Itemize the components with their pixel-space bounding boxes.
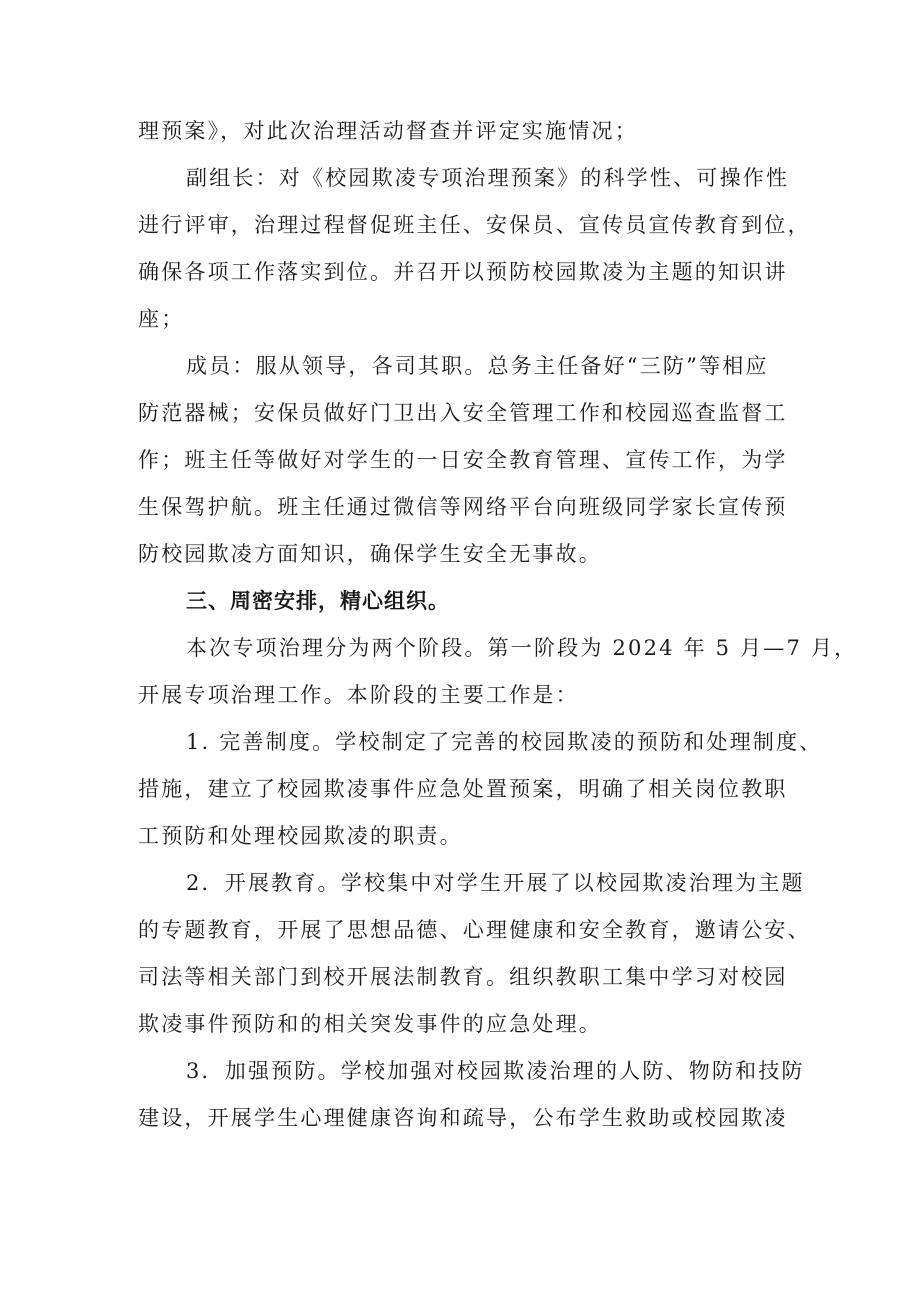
text-line: 3．加强预防。学校加强对校园欺凌治理的人防、物防和技防 [186, 1059, 805, 1083]
text-line: 副组长：对《校园欺凌专项治理预案》的科学性、可操作性 [186, 166, 790, 190]
text-line: 防校园欺凌方面知识，确保学生安全无事故。 [138, 542, 602, 566]
text-line: 成员：服从领导，各司其职。总务主任备好“三防”等相应 [186, 354, 769, 378]
text-line: 措施，建立了校园欺凌事件应急处置预案，明确了相关岗位教职 [138, 777, 788, 801]
text-line: 本次专项治理分为两个阶段。第一阶段为 2024 年 5 月—7 月， [186, 636, 858, 660]
text-line: 生保驾护航。班主任通过微信等网络平台向班级同学家长宣传预 [138, 495, 788, 519]
text-line: 1. 完善制度。学校制定了完善的校园欺凌的预防和处理制度、 [186, 730, 823, 754]
text-line: 作；班主任等做好对学生的一日安全教育管理、宣传工作，为学 [138, 448, 788, 472]
text-line: 的专题教育，开展了思想品德、心理健康和安全教育，邀请公安、 [138, 918, 811, 942]
text-line: 2．开展教育。学校集中对学生开展了以校园欺凌治理为主题 [186, 871, 805, 895]
text-line: 进行评审，治理过程督促班主任、安保员、宣传员宣传教育到位， [138, 213, 811, 237]
text-line: 防范器械；安保员做好门卫出入安全管理工作和校园巡查监督工 [138, 401, 788, 425]
text-line: 开展专项治理工作。本阶段的主要工作是： [138, 683, 579, 707]
section-heading: 三、周密安排，精心组织。 [186, 589, 450, 613]
text-line: 座； [138, 307, 185, 331]
text-line: 理预案》，对此次治理活动督查并评定实施情况； [138, 119, 638, 143]
text-line: 工预防和处理校园欺凌的职责。 [138, 824, 463, 848]
text-line: 确保各项工作落实到位。并召开以预防校园欺凌为主题的知识讲 [138, 260, 788, 284]
document-body [138, 108, 858, 1142]
text-line: 欺凌事件预防和的相关突发事件的应急处理。 [138, 1012, 602, 1036]
text-line: 司法等相关部门到校开展法制教育。组织教职工集中学习对校园 [138, 965, 788, 989]
text-line: 建设，开展学生心理健康咨询和疏导，公布学生救助或校园欺凌 [138, 1106, 788, 1130]
